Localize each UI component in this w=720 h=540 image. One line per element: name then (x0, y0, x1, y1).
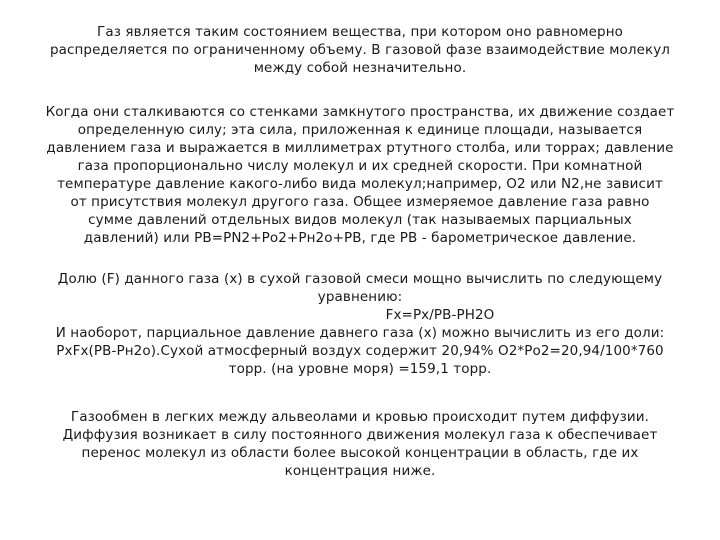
text-line: от присутствия молекул другого газа. Общее измеряемое давление газа равно (70, 194, 650, 210)
paragraph-gas-exchange (30, 408, 690, 480)
text-line: торр. (на уровне моря) =159,1 торр. (228, 361, 492, 377)
text-line: PxFx(PB-Pн2о).Сухой атмосферный воздух содержит 20,94% О2*Ро2=20,94/100*760 (56, 343, 664, 359)
text-line: между собой незначительно. (253, 60, 467, 76)
text-line: И наоборот, парциальное давление давнего газа (х) можно вычислить из его доли: (55, 325, 665, 341)
text-line: Долю (F) данного газа (х) в сухой газовой смеси мощно вычислить по следующему (57, 271, 663, 287)
text-line: определенную силу; эта сила, приложенная к единице площади, называется (77, 122, 643, 138)
formula-line: Fx=Px/PB-PH2O (385, 307, 495, 323)
text-line: сумме давлений отдельных видов молекул (так называемых парциальных (88, 212, 632, 228)
text-line: давлением газа и выражается в миллиметрах ртутного столба, или торрах; давление (46, 140, 674, 156)
text-line: Диффузия возникает в силу постоянного движения молекул газа к обеспечивает (62, 427, 658, 443)
text-line: газа пропорционально числу молекул и их средней скорости. При комнатной (77, 158, 643, 174)
paragraph-partial-pressure (30, 270, 690, 378)
text-line: концентрация ниже. (284, 463, 436, 479)
text-line: перенос молекул из области более высокой концентрации в область, где их (81, 445, 639, 461)
text-line: Газ является таким состоянием вещества, при котором оно равномерно (96, 24, 624, 40)
text-line: давлений) или РВ=РN2+Ро2+Рн2о+РВ, где РВ - барометрическое давление. (83, 230, 637, 246)
text-line: распределяется по ограниченному объему. В газовой фазе взаимодействие молекул (49, 42, 671, 58)
text-line: температуре давление какого-либо вида молекул;например, О2 или N2,не зависит (57, 176, 663, 192)
text-line: Когда они сталкиваются со стенками замкнутого пространства, их движение создает (45, 104, 675, 120)
text-line: уравнению: (317, 289, 403, 305)
paragraph-gas-pressure (30, 103, 690, 247)
paragraph-gas-definition (30, 23, 690, 77)
text-line: Газообмен в легких между альвеолами и кровью происходит путем диффузии. (70, 409, 650, 425)
